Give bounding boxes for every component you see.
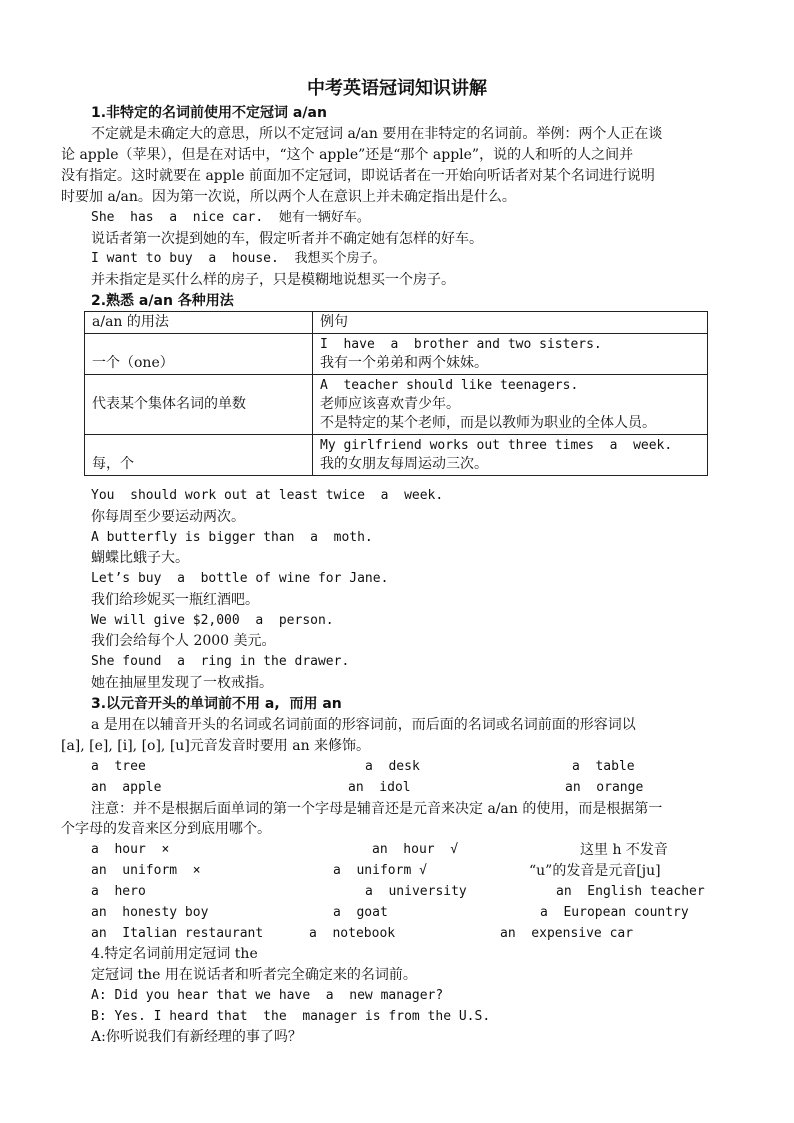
word-example: a table bbox=[572, 759, 635, 774]
example-sentence: You should work out at least twice a week. bbox=[91, 488, 444, 503]
paragraph-line: 时要加 a/an。因为第一次说，所以两个人在意识上并未确定指出是什么。 bbox=[61, 189, 516, 205]
word-example: an expensive car bbox=[500, 926, 634, 941]
example-en: My girlfriend works out three times a week. bbox=[320, 438, 673, 453]
example-translation: 你每周至少要运动两次。 bbox=[91, 509, 245, 525]
table-row bbox=[85, 435, 708, 476]
example-zh: 我的女朋友每周运动三次。 bbox=[320, 456, 488, 472]
section-4-heading: 4.特定名词前用定冠词 the bbox=[91, 946, 258, 962]
word-example: a tree bbox=[91, 759, 146, 774]
paragraph-line: [a], [e], [i], [o], [u]元音发音时要用 an 来修饰。 bbox=[61, 738, 371, 754]
example-translation: 我们会给每个人 2000 美元。 bbox=[91, 633, 276, 649]
word-example: an apple bbox=[91, 780, 162, 795]
example-cell bbox=[313, 435, 708, 476]
example-cell bbox=[313, 375, 708, 435]
word-example: a goat bbox=[333, 905, 388, 920]
section-1-heading: 1.非特定的名词前使用不定冠词 a/an bbox=[91, 105, 327, 121]
word-note: 这里 h 不发音 bbox=[580, 842, 668, 858]
usage-cell: 一个（one） bbox=[85, 334, 313, 375]
example-zh: 不是特定的某个老师，而是以教师为职业的全体人员。 bbox=[320, 415, 656, 431]
dialog-line: B: Yes. I heard that the manager is from the U.S. bbox=[91, 1009, 491, 1024]
table-row bbox=[85, 334, 708, 375]
table-header-row bbox=[85, 312, 708, 334]
word-example: a desk bbox=[365, 759, 420, 774]
example-en: A teacher should like teenagers. bbox=[320, 378, 579, 393]
paragraph-line: a 是用在以辅音开头的名词或名词前面的形容词前，而后面的名词或名词前面的形容词以 bbox=[91, 717, 636, 733]
paragraph-line: 没有指定。这时就要在 apple 前面加不定冠词，即说话者在一开始向听话者对某个名词进行说明 bbox=[61, 168, 655, 184]
example-zh: 老师应该喜欢青少年。 bbox=[320, 396, 460, 412]
word-example: an idol bbox=[348, 780, 411, 795]
word-example: a hero bbox=[91, 884, 146, 899]
word-example: an Italian restaurant bbox=[91, 926, 264, 941]
usage-cell: 每，个 bbox=[85, 435, 313, 476]
example-translation: 蝴蝶比蛾子大。 bbox=[91, 550, 189, 566]
usage-table bbox=[84, 311, 708, 476]
usage-cell: 代表某个集体名词的单数 bbox=[85, 375, 313, 435]
table-header-example: 例句 bbox=[313, 312, 708, 334]
example-cell bbox=[313, 334, 708, 375]
example-sentence: Let’s buy a bottle of wine for Jane. bbox=[91, 571, 389, 586]
page-title: 中考英语冠词知识讲解 bbox=[307, 78, 487, 99]
section-3-heading: 3.以元音开头的单词前不用 a, 而用 an bbox=[91, 696, 342, 712]
example-translation: 她在抽屉里发现了一枚戒指。 bbox=[91, 675, 273, 691]
paragraph-line: 不定就是未确定大的意思，所以不定冠词 a/an 要用在非特定的名词前。举例：两个人正在谈 bbox=[91, 126, 663, 142]
dialog-line: A:你听说我们有新经理的事了吗？ bbox=[91, 1029, 302, 1045]
word-example: a notebook bbox=[309, 926, 396, 941]
paragraph-line: 论 apple（苹果），但是在对话中，“这个 apple”还是“那个 apple”，说的人和听的人之间并 bbox=[61, 147, 634, 163]
word-example: a European country bbox=[540, 905, 689, 920]
example-note: 并未指定是买什么样的房子，只是模糊地说想买一个房子。 bbox=[91, 272, 455, 288]
example-sentence: She found a ring in the drawer. bbox=[91, 654, 350, 669]
example-zh: 我有一个弟弟和两个妹妹。 bbox=[320, 355, 488, 371]
word-example: a hour × bbox=[91, 842, 170, 857]
word-example: an uniform × bbox=[91, 863, 201, 878]
table-row bbox=[85, 375, 708, 435]
word-example: an orange bbox=[565, 780, 644, 795]
example-sentence: We will give $2,000 a person. bbox=[91, 613, 334, 628]
note-line: 注意：并不是根据后面单词的第一个字母是辅音还是元音来决定 a/an 的使用，而是根据第一 bbox=[91, 801, 663, 817]
example-sentence: I want to buy a house. 我想买个房子。 bbox=[91, 251, 386, 266]
word-example: an honesty boy bbox=[91, 905, 209, 920]
example-sentence: A butterfly is bigger than a moth. bbox=[91, 530, 373, 545]
example-en: I have a brother and two sisters. bbox=[320, 337, 602, 352]
example-note: 说话者第一次提到她的车，假定听者并不确定她有怎样的好车。 bbox=[91, 231, 483, 247]
word-note: “u”的发音是元音[ju] bbox=[529, 863, 661, 879]
dialog-line: A: Did you hear that we have a new manager? bbox=[91, 988, 444, 1003]
word-example: a university bbox=[365, 884, 467, 899]
word-example: an hour √ bbox=[372, 842, 459, 857]
section-2-heading: 2.熟悉 a/an 各种用法 bbox=[91, 293, 234, 309]
table-header-usage: a/an 的用法 bbox=[85, 312, 313, 334]
note-line: 个字母的发音来区分到底用哪个。 bbox=[61, 821, 271, 837]
example-translation: 我们给珍妮买一瓶红酒吧。 bbox=[91, 592, 259, 608]
paragraph-line: 定冠词 the 用在说话者和听者完全确定来的名词前。 bbox=[91, 967, 417, 983]
example-sentence: She has a nice car. 她有一辆好车。 bbox=[91, 210, 370, 225]
word-example: an English teacher bbox=[556, 884, 705, 899]
word-example: a uniform √ bbox=[333, 863, 427, 878]
